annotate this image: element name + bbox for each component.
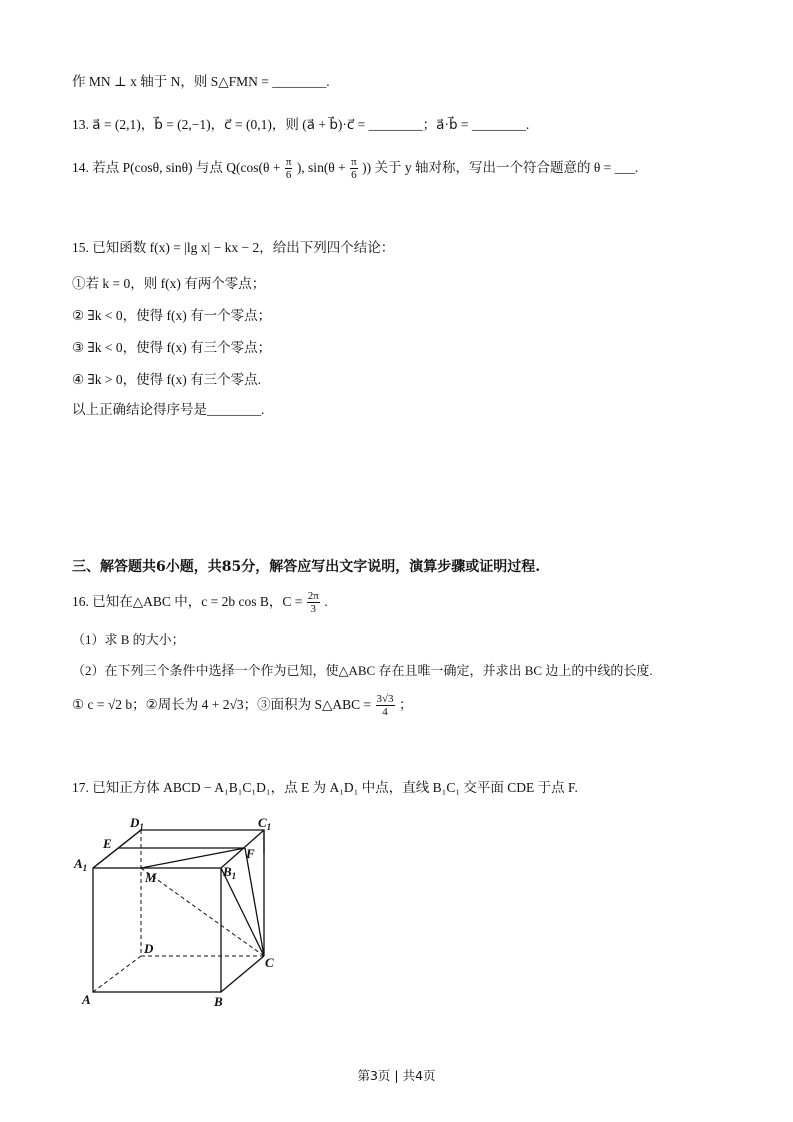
line-12-continuation: 作 MN ⊥ x 轴于 N，则 S△FMN = ________.: [72, 74, 330, 89]
q16-conditions-post: ；: [398, 697, 413, 712]
question-14: [72, 155, 638, 181]
question-15: 15. 已知函数 f(x) = |lg x| − kx − 2，给出下列四个结论：: [72, 240, 395, 255]
q14-frac1-den: 6: [285, 169, 292, 182]
hidden-edge-AD: [93, 956, 141, 992]
q15-option-2: ② ∃k < 0，使得 f(x) 有一个零点；: [72, 308, 272, 323]
question-16: [72, 588, 328, 616]
q14-text-pre: 14. 若点 P(cosθ, sinθ) 与点 Q(cos(θ +: [72, 160, 281, 175]
label-B: B: [214, 994, 223, 1009]
q16-frac-den: 3: [310, 603, 317, 616]
q16-part-1: （1）求 B 的大小；: [72, 632, 185, 647]
q14-text-post: )) 关于 y 轴对称，写出一个符合题意的 θ = ___.: [362, 160, 639, 175]
q16-text-post: .: [324, 594, 328, 609]
q15-answer-prompt: 以上正确结论得序号是________.: [72, 402, 265, 417]
q16-conditions: [72, 690, 412, 720]
label-C: C: [265, 955, 274, 970]
label-C1: $C_1$: [258, 815, 272, 832]
q16-part-2: （2）在下列三个条件中选择一个作为已知，使△ABC 存在且唯一确定，并求出 BC 边上的中线的长度.: [72, 663, 653, 678]
label-E: E: [103, 836, 112, 851]
line-FC: [245, 848, 264, 956]
q16-frac-num: 2π: [307, 590, 319, 603]
q15-option-3: ③ ∃k < 0，使得 f(x) 有三个零点；: [72, 340, 272, 355]
q14-frac2-num: π: [351, 156, 357, 169]
q14-fraction-1: [285, 156, 293, 181]
label-D1: $D_1$: [130, 815, 144, 832]
q15-option-4: ④ ∃k > 0，使得 f(x) 有三个零点.: [72, 372, 262, 387]
question-13: 13. a⃗ = (2,1)，b⃗ = (2,−1)，c⃗ = (0,1)，则 (a⃗ + b⃗)·c⃗ = ________；a⃗·b⃗ = ________.: [72, 117, 530, 132]
q16-area-frac-num: 3√3: [376, 693, 394, 706]
cube-figure: [70, 812, 310, 1012]
q14-frac2-den: 6: [351, 169, 357, 182]
hidden-line-MC: [141, 868, 264, 956]
q15-option-1: ①若 k = 0，则 f(x) 有两个零点；: [72, 276, 266, 291]
label-M: M: [145, 870, 157, 885]
q16-area-fraction: [376, 693, 395, 718]
cube-front-face: [93, 868, 221, 992]
label-D: D: [144, 941, 154, 956]
q16-area-frac-den: 4: [382, 706, 388, 719]
q14-frac1-num: π: [285, 156, 292, 169]
label-B1: $B_1$: [223, 864, 237, 881]
question-17: 17. 已知正方体 ABCD − A₁B₁C₁D₁，点 E 为 A₁D₁ 中点，直线 B₁C₁ 交平面 CDE 于点 F.: [72, 780, 578, 795]
q16-fraction: [307, 590, 320, 615]
q14-text-mid: ), sin(θ +: [296, 160, 346, 175]
q16-text-pre: 16. 已知在△ABC 中，c = 2b cos B，C =: [72, 594, 303, 609]
q14-fraction-2: [350, 156, 358, 181]
label-F: F: [246, 846, 255, 861]
page-footer: 第3页 | 共4页: [357, 1068, 436, 1083]
label-A: A: [82, 992, 91, 1007]
section-3-heading: 三、解答题共6小题，共85分，解答应写出文字说明，演算步骤或证明过程.: [72, 559, 541, 575]
label-A1: $A_1$: [74, 856, 88, 873]
q16-conditions-pre: ① c = √2 b；②周长为 4 + 2√3；③面积为 S△ABC =: [72, 697, 372, 712]
